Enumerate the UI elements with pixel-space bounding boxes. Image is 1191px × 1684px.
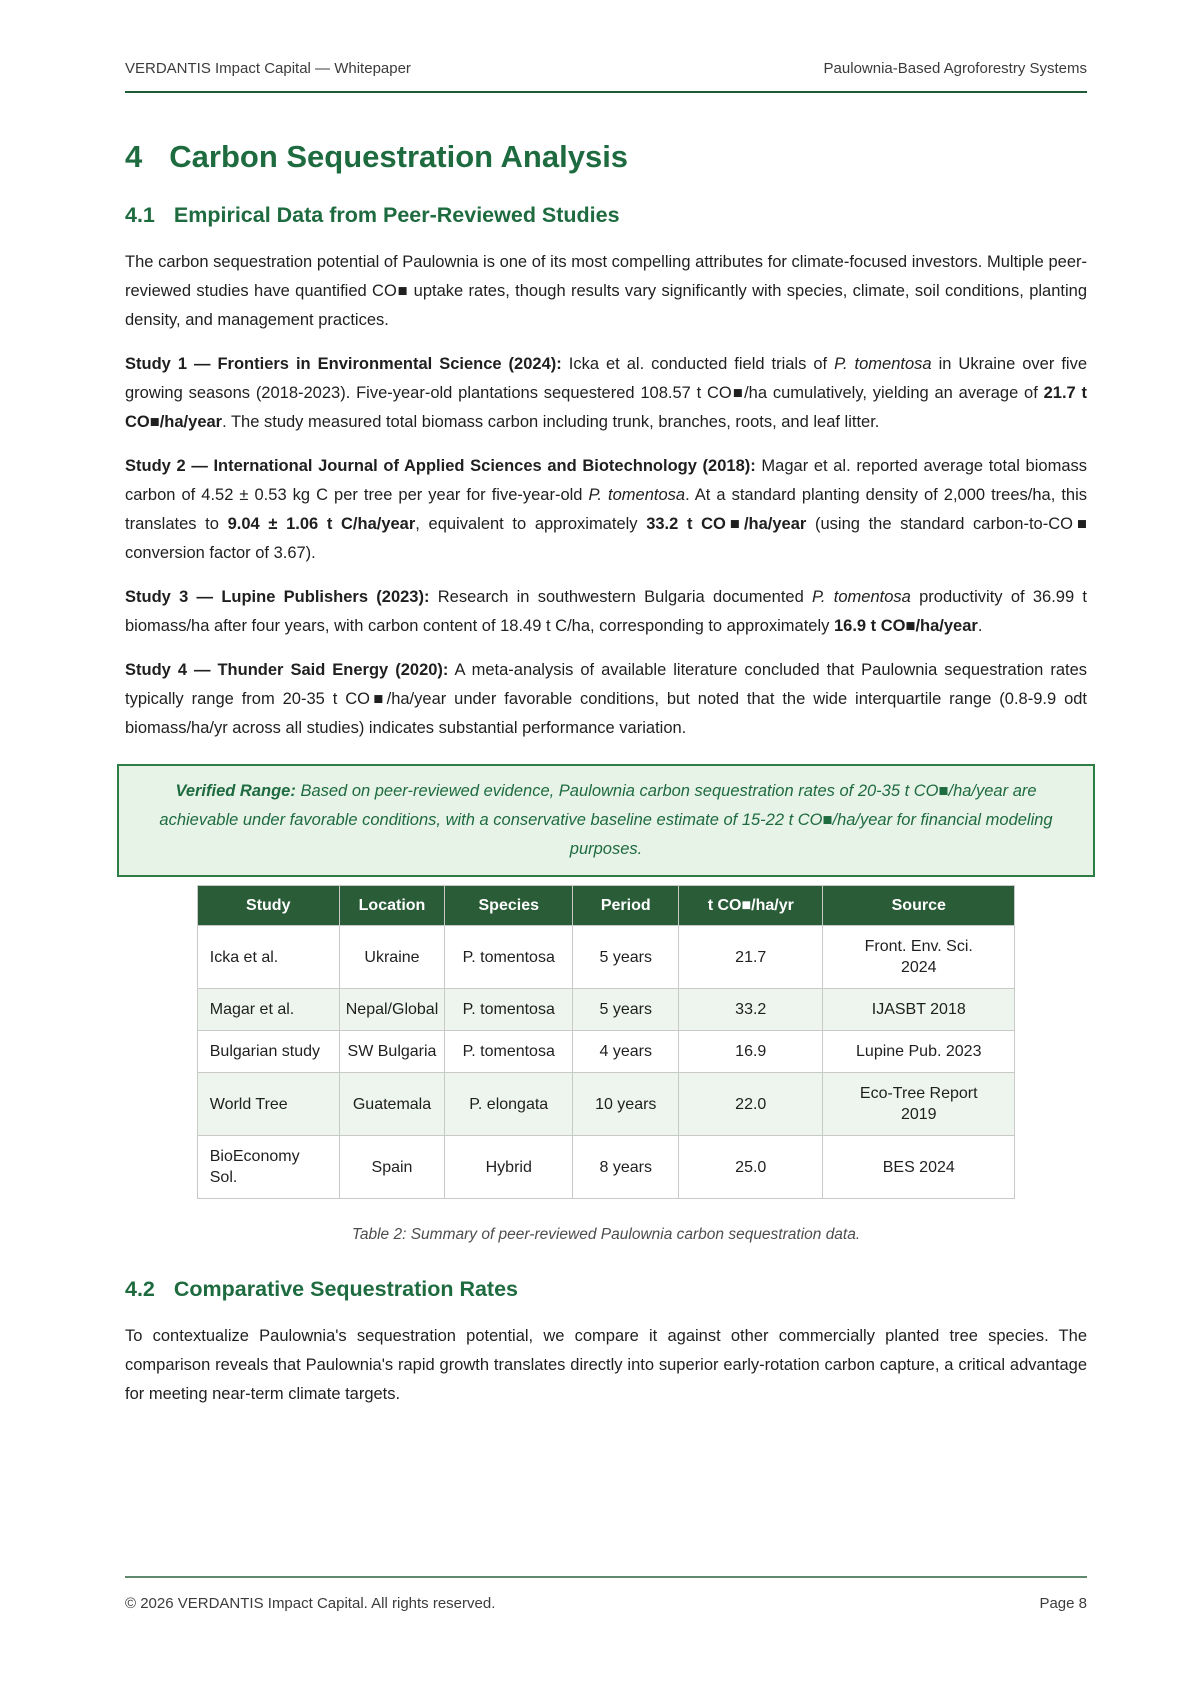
- column-header: Species: [445, 886, 573, 926]
- section-4-2-title-text: Comparative Sequestration Rates: [173, 1277, 518, 1301]
- footer-page-number: Page 8: [1039, 1595, 1087, 1612]
- column-header: t CO■/ha/yr: [679, 886, 823, 926]
- table-cell: Icka et al.: [197, 926, 339, 989]
- text-segment: To contextualize Paulownia's sequestration potential, we compare it against other commercially planted tree species. The comparison reveals that Paulownia's rapid growth translates directly into superior early-rotation carbon capture, a critical advantage for meeting near-term climate targets.: [125, 1327, 1087, 1403]
- text-segment: 9.04 ± 1.06 t C/ha/year: [227, 515, 416, 533]
- text-segment: .: [977, 617, 983, 635]
- table-cell: Spain: [339, 1136, 445, 1199]
- table-cell: 25.0: [679, 1136, 823, 1199]
- table-cell: World Tree: [197, 1073, 339, 1136]
- table-cell: P. tomentosa: [445, 926, 573, 989]
- footer-copyright-text: © 2026 VERDANTIS Impact Capital. All rights reserved.: [125, 1595, 496, 1612]
- column-header: Location: [339, 886, 445, 926]
- table-cell: 5 years: [573, 926, 679, 989]
- table-cell: Hybrid: [445, 1136, 573, 1199]
- table-cell: Bulgarian study: [197, 1031, 339, 1073]
- table-row: [197, 1073, 1015, 1136]
- text-segment: 33.2 t CO■/ha/year: [646, 515, 807, 533]
- table-cell: P. elongata: [445, 1073, 573, 1136]
- page-footer: [125, 1576, 1087, 1612]
- study-2-paragraph: [125, 452, 1087, 568]
- table-cell: 33.2: [679, 989, 823, 1031]
- table-cell: IJASBT 2018: [823, 989, 1015, 1031]
- text-segment: Study 3 — Lupine Publishers (2023):: [125, 588, 430, 606]
- text-segment: The carbon sequestration potential of Paulownia is one of its most compelling attributes for climate-focused investors. Multiple peer-reviewed studies have quantified CO■ uptake rates, though results vary significantly with species, climate, soil conditions, planting density, and management practices.: [125, 253, 1087, 329]
- text-segment: Study 2 — International Journal of Applied Sciences and Biotechnology (2018):: [125, 457, 756, 475]
- section-4-2-number: 4.2: [125, 1277, 155, 1301]
- table-caption: Table 2: Summary of peer-reviewed Paulownia carbon sequestration data.: [351, 1226, 861, 1243]
- table-cell: 8 years: [573, 1136, 679, 1199]
- text-segment: A meta-analysis of available literature concluded that Paulownia sequestration rates typically range from 20-35 t CO■/ha/year under favorable conditions, but noted that the wide interquartile range (0.8-9.9 odt biomass/ha/yr across all studies) indicates substantial performance variation.: [125, 661, 1088, 737]
- table-row: [197, 1136, 1015, 1199]
- header-left-text: VERDANTIS Impact Capital — Whitepaper: [125, 60, 411, 77]
- table-cell: P. tomentosa: [445, 989, 573, 1031]
- chapter-title-text: Carbon Sequestration Analysis: [169, 139, 629, 174]
- section-4-1-heading: [125, 202, 1087, 228]
- intro-paragraph: [125, 248, 1087, 335]
- table-cell: Nepal/Global: [339, 989, 445, 1031]
- text-segment: Verified Range:: [175, 782, 296, 800]
- table-cell: Ukraine: [339, 926, 445, 989]
- text-segment: 21.7 t CO■/ha/year: [125, 384, 1087, 431]
- column-header: Study: [197, 886, 339, 926]
- header-right-text: Paulownia-Based Agroforestry Systems: [823, 60, 1087, 77]
- text-segment: Study 4 — Thunder Said Energy (2020):: [125, 661, 449, 679]
- chapter-title: [125, 139, 1087, 175]
- verified-range-callout: [117, 764, 1095, 877]
- table-row: [197, 926, 1015, 989]
- table-cell: Magar et al.: [197, 989, 339, 1031]
- text-segment: (using the standard carbon-to-CO■ conversion factor of 3.67).: [125, 515, 1088, 562]
- table-cell: 5 years: [573, 989, 679, 1031]
- table-cell: SW Bulgaria: [339, 1031, 445, 1073]
- text-segment: Magar et al. reported average total biomass carbon of 4.52 ± 0.53 kg C per tree per year for five-year-old: [125, 457, 1087, 504]
- table-cell: BioEconomy Sol.: [197, 1136, 339, 1199]
- text-segment: Icka et al. conducted field trials of: [561, 355, 835, 373]
- section-4-2-heading: [125, 1276, 1087, 1302]
- text-segment: P. tomentosa: [834, 355, 932, 373]
- text-segment: Research in southwestern Bulgaria documented: [429, 588, 813, 606]
- section-4-1-title-text: Empirical Data from Peer-Reviewed Studies: [173, 203, 620, 227]
- text-segment: Based on peer-reviewed evidence, Paulownia carbon sequestration rates of 20-35 t CO■/ha/year are achievable under favorable conditions, with a conservative baseline estimate of 15-22 t CO■/ha/year for financial modeling purposes.: [159, 782, 1053, 858]
- table-cell: Front. Env. Sci. 2024: [823, 926, 1015, 989]
- table-cell: 4 years: [573, 1031, 679, 1073]
- text-segment: productivity of 36.99 t biomass/ha after four years, with carbon content of 18.49 t C/ha, corresponding to approximately: [125, 588, 1087, 635]
- table-cell: BES 2024: [823, 1136, 1015, 1199]
- text-segment: in Ukraine over five growing seasons (2018-2023). Five-year-old plantations sequestered 108.57 t CO■/ha cumulatively, yielding an average of: [125, 355, 1088, 402]
- table-cell: Guatemala: [339, 1073, 445, 1136]
- column-header: Period: [573, 886, 679, 926]
- text-segment: . At a standard planting density of 2,000 trees/ha, this translates to: [125, 486, 1088, 533]
- section-4-1-number: 4.1: [125, 203, 155, 227]
- table-row: [197, 989, 1015, 1031]
- comparative-paragraph: [125, 1322, 1087, 1409]
- running-header: [125, 60, 1087, 78]
- study-4-paragraph: [125, 656, 1087, 743]
- table-body: [197, 926, 1015, 1199]
- text-segment: 16.9 t CO■/ha/year: [833, 617, 978, 635]
- study-3-paragraph: [125, 583, 1087, 641]
- table-header-row: [197, 886, 1015, 926]
- text-segment: P. tomentosa: [588, 486, 686, 504]
- table-cell: Eco-Tree Report 2019: [823, 1073, 1015, 1136]
- chapter-number: 4: [125, 139, 143, 174]
- table-cell: 22.0: [679, 1073, 823, 1136]
- table-cell: P. tomentosa: [445, 1031, 573, 1073]
- header-rule: [125, 91, 1087, 93]
- study-1-paragraph: [125, 350, 1087, 437]
- sequestration-data-table: [197, 885, 1016, 1199]
- text-segment: . The study measured total biomass carbon including trunk, branches, roots, and leaf litter.: [222, 413, 880, 431]
- table-cell: 16.9: [679, 1031, 823, 1073]
- column-header: Source: [823, 886, 1015, 926]
- table-row: [197, 1031, 1015, 1073]
- text-segment: , equivalent to approximately: [415, 515, 647, 533]
- table-cell: Lupine Pub. 2023: [823, 1031, 1015, 1073]
- table-cell: 21.7: [679, 926, 823, 989]
- text-segment: Study 1 — Frontiers in Environmental Science (2024):: [125, 355, 562, 373]
- table-cell: 10 years: [573, 1073, 679, 1136]
- text-segment: P. tomentosa: [812, 588, 911, 606]
